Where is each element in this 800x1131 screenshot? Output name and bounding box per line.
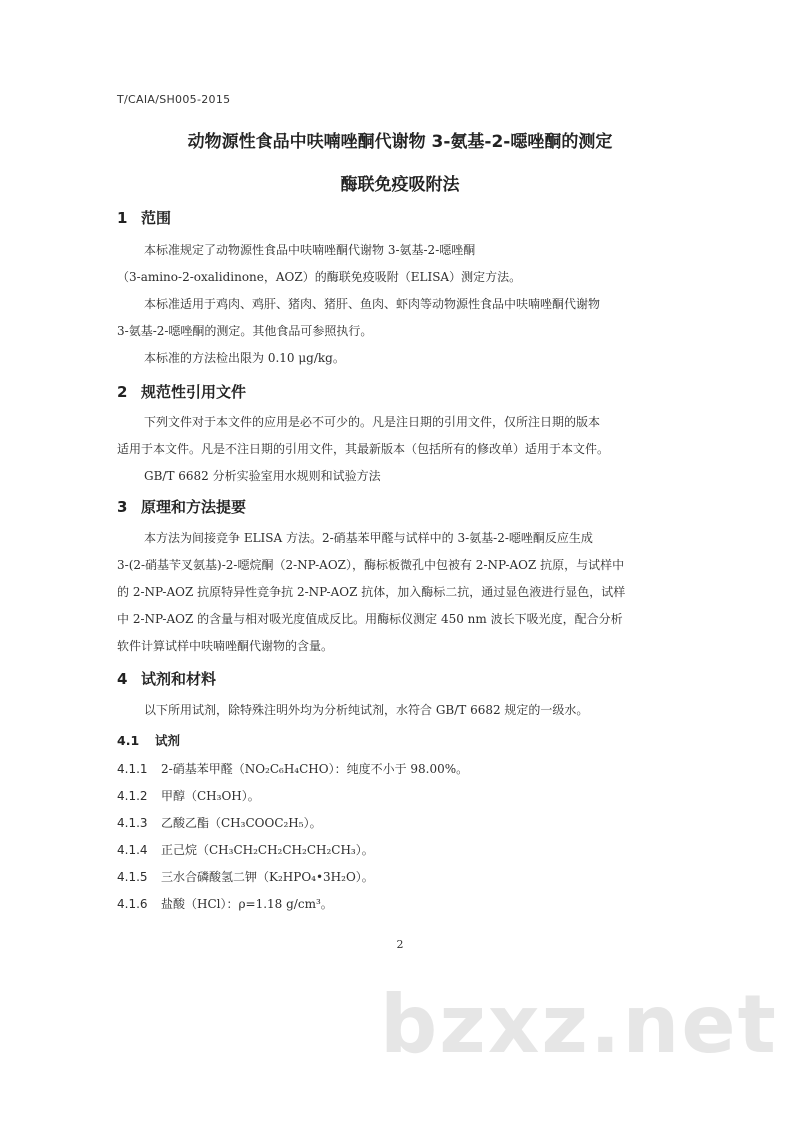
subsection-number: 4.1 xyxy=(117,733,140,748)
document-subtitle: 酶联免疫吸附法 xyxy=(340,175,460,195)
item-number: 4.1.6 xyxy=(117,897,148,911)
section-3-heading xyxy=(117,496,246,517)
list-item xyxy=(117,760,468,777)
paragraph-line: （3-amino-2-oxalidinone，AOZ）的酶联免疫吸附（ELISA）测定方法。 xyxy=(117,270,522,284)
section-title: 规范性引用文件 xyxy=(141,383,247,401)
section-1-heading xyxy=(117,207,171,228)
paragraph-line: GB/T 6682 分析实验室用水规则和试验方法 xyxy=(144,469,381,483)
paragraph-line: 软件计算试样中呋喃唑酮代谢物的含量。 xyxy=(117,639,334,653)
list-item xyxy=(117,787,260,804)
item-number: 4.1.5 xyxy=(117,870,148,884)
page-number: 2 xyxy=(396,938,404,951)
section-title: 原理和方法提要 xyxy=(141,498,247,516)
item-number: 4.1.3 xyxy=(117,816,148,830)
paragraph-line: 3-氨基-2-噁唑酮的测定。其他食品可参照执行。 xyxy=(117,324,373,338)
item-text: 甲醇（CH₃OH）。 xyxy=(161,789,260,803)
item-text: 乙酸乙酯（CH₃COOC₂H₅）。 xyxy=(161,816,322,830)
list-item xyxy=(117,814,322,831)
document-title: 动物源性食品中呋喃唑酮代谢物 3-氨基-2-噁唑酮的测定 xyxy=(187,132,613,152)
paragraph-line: 本标准规定了动物源性食品中呋喃唑酮代谢物 3-氨基-2-噁唑酮 xyxy=(144,243,476,257)
section-number: 4 xyxy=(117,670,128,688)
paragraph-line: 本方法为间接竞争 ELISA 方法。2-硝基苯甲醛与试样中的 3-氨基-2-噁唑酮反应生成 xyxy=(144,531,593,545)
watermark: bzxz.net xyxy=(380,978,778,1071)
list-item xyxy=(117,841,374,858)
section-number: 3 xyxy=(117,498,128,516)
list-item xyxy=(117,868,374,885)
paragraph-line: 本标准适用于鸡肉、鸡肝、猪肉、猪肝、鱼肉、虾肉等动物源性食品中呋喃唑酮代谢物 xyxy=(144,297,601,311)
paragraph-line: 适用于本文件。凡是不注日期的引用文件，其最新版本（包括所有的修改单）适用于本文件。 xyxy=(117,442,610,456)
section-title: 范围 xyxy=(141,209,172,227)
section-title: 试剂和材料 xyxy=(141,670,217,688)
document-code: T/CAIA/SH005-2015 xyxy=(117,93,231,106)
paragraph-line: 的 2-NP-AOZ 抗原特异性竞争抗 2-NP-AOZ 抗体，加入酶标二抗，通过显色液进行显色，试样 xyxy=(117,585,626,599)
section-2-heading xyxy=(117,381,246,402)
item-number: 4.1.1 xyxy=(117,762,148,776)
section-number: 1 xyxy=(117,209,128,227)
paragraph-line: 3-(2-硝基苄叉氨基)-2-噁烷酮（2-NP-AOZ），酶标板微孔中包被有 2-NP-AOZ 抗原，与试样中 xyxy=(117,558,625,572)
section-4-heading xyxy=(117,668,216,689)
list-item xyxy=(117,895,333,912)
subsection-4-1-heading xyxy=(117,731,180,749)
section-number: 2 xyxy=(117,383,128,401)
item-text: 盐酸（HCl）：ρ=1.18 g/cm³。 xyxy=(161,897,333,911)
item-text: 2-硝基苯甲醛（NO₂C₆H₄CHO）：纯度不小于 98.00%。 xyxy=(161,762,469,776)
item-text: 正己烷（CH₃CH₂CH₂CH₂CH₂CH₃）。 xyxy=(161,843,374,857)
item-number: 4.1.4 xyxy=(117,843,148,857)
paragraph-line: 中 2-NP-AOZ 的含量与相对吸光度值成反比。用酶标仪测定 450 nm 波长下吸光度，配合分析 xyxy=(117,612,623,626)
paragraph-line: 下列文件对于本文件的应用是必不可少的。凡是注日期的引用文件，仅所注日期的版本 xyxy=(144,415,601,429)
item-number: 4.1.2 xyxy=(117,789,148,803)
paragraph-line: 本标准的方法检出限为 0.10 μg/kg。 xyxy=(144,351,345,365)
subsection-title: 试剂 xyxy=(155,733,181,748)
item-text: 三水合磷酸氢二钾（K₂HPO₄•3H₂O）。 xyxy=(161,870,374,884)
paragraph-line: 以下所用试剂，除特殊注明外均为分析纯试剂，水符合 GB/T 6682 规定的一级水。 xyxy=(144,703,589,717)
